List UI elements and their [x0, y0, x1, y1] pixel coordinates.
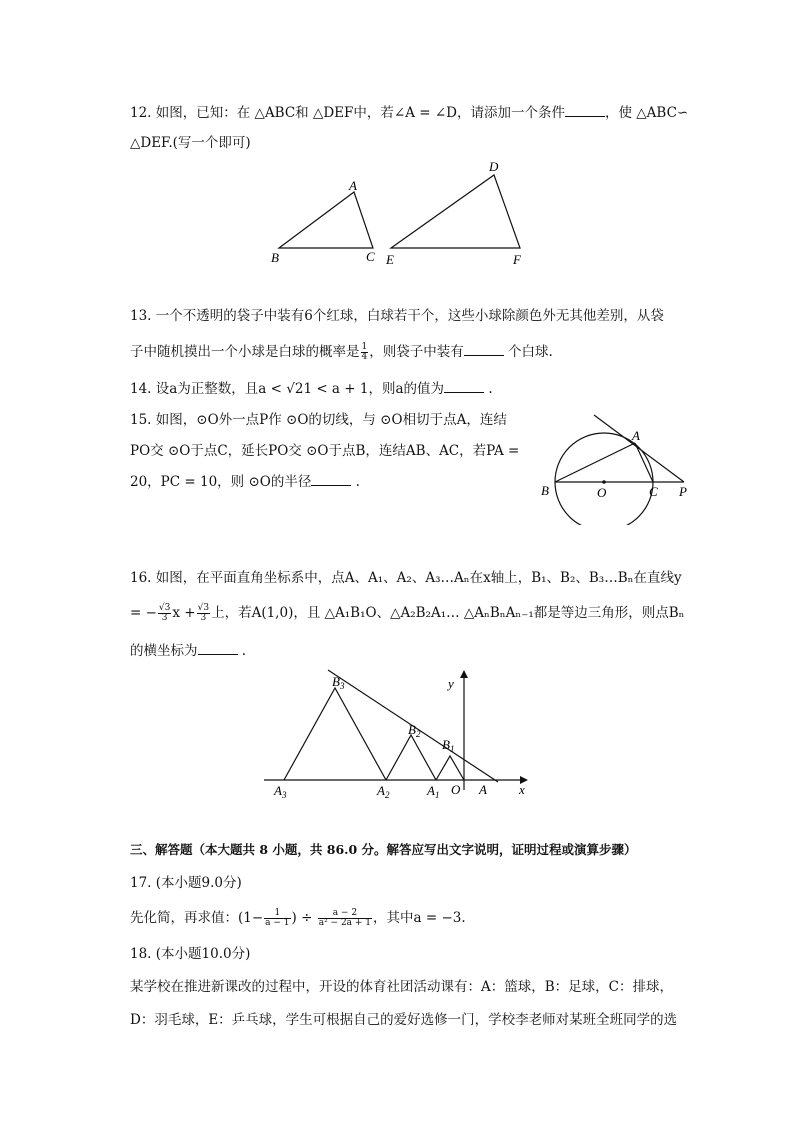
q18-line1: 某学校在推进新课改的过程中，开设的体育社团活动课有：A：篮球，B：足球，C：排球， [130, 979, 673, 995]
q13-answer-blank[interactable] [464, 343, 504, 356]
q13-fraction [361, 343, 369, 362]
q12-line2: △DEF.(写一个即可) [130, 135, 251, 151]
q17-f1-num: 1 [264, 909, 290, 919]
q15-answer-blank[interactable] [311, 473, 351, 486]
q16-text-b: x + [172, 605, 196, 621]
q14-answer-blank[interactable] [444, 380, 484, 393]
q12-answer-blank[interactable] [565, 104, 605, 117]
q15-text-a: 20，PC = 10，则 ⊙O的半径 [130, 474, 312, 490]
q12-text-tail: ，使 △ABC∽ [605, 105, 689, 121]
y-axis-arrow [460, 670, 468, 678]
q13-frac-num: 1 [361, 342, 368, 352]
label-b2: $B_2$ [408, 722, 421, 739]
q16-line2 [130, 603, 685, 623]
q16-f1-num: √3 [158, 603, 171, 613]
label-f: F [513, 252, 521, 267]
label-a: A [479, 782, 487, 797]
label-b3: $B_3$ [332, 674, 345, 691]
label-a2: $A_2$ [377, 783, 390, 800]
section-heading: 三、解答题（本大题共 8 小题，共 86.0 分。解答应写出文字说明，证明过程或演算步骤） [130, 842, 637, 857]
q16-text-a: = − [130, 605, 157, 621]
q16-fraction-1 [158, 604, 171, 623]
q17-f2-den: a² − 2a + 1 [318, 918, 372, 928]
segment-ab [555, 443, 635, 482]
label-o: O [597, 485, 607, 500]
label-b: B [271, 250, 279, 265]
q18-line2: D：羽毛球，E：乒乓球，学生可根据自己的爱好选修一门，学校李老师对某班全班同学的选 [130, 1012, 678, 1028]
q15-text-b: . [355, 474, 360, 490]
q14-text-b: . [488, 381, 493, 397]
triangle-def [391, 175, 520, 248]
q13-text-c: 个白球. [508, 344, 553, 360]
q12-text: 12. 如图，已知：在 △ABC和 △DEF中，若∠A = ∠D，请添加一个条件 [130, 105, 565, 121]
q17-fraction-2 [318, 909, 372, 928]
triangle-abc [279, 192, 373, 248]
label-a1: $A_1$ [427, 783, 440, 800]
label-o: O [451, 782, 461, 797]
q15-line2: PO交 ⊙O于点C，延长PO交 ⊙O于点B，连结AB、AC，若PA = [130, 443, 520, 459]
q16-answer-blank[interactable] [198, 642, 238, 655]
label-p: P [679, 484, 687, 499]
q14-line [130, 379, 493, 399]
q16-text-d: 的横坐标为 [130, 643, 198, 659]
q13-frac-den: 4 [361, 352, 368, 362]
q16-text-c: 上，若A(1,0)，且 △A₁B₁O、△A₂B₂A₁… △AₙBₙAₙ₋₁都是等边三角形，则点Bₙ [211, 605, 685, 621]
q17-body [130, 908, 466, 928]
q16-line3 [130, 641, 246, 661]
q17-f1-den: a − 1 [265, 918, 290, 928]
label-c: C [366, 249, 375, 264]
q18-title: 18. (本小题10.0分) [130, 946, 251, 962]
triangle-a3b3a2 [284, 688, 386, 780]
q12-line1 [130, 103, 688, 123]
center-dot [602, 480, 606, 484]
q15-line1: 15. 如图，⊙O外一点P作 ⊙O的切线，与 ⊙O相切于点A，连结 [130, 412, 507, 428]
q16-fraction-2 [197, 604, 210, 623]
q16-text-e: . [241, 643, 247, 659]
q12-triangles-figure [265, 160, 535, 272]
triangle-a1b1o [436, 756, 464, 780]
label-y: y [448, 676, 454, 691]
tangent-line [594, 415, 684, 482]
q15-line3 [130, 472, 360, 492]
label-d: D [489, 160, 499, 174]
q13-line1: 13. 一个不透明的袋子中装有6个红球，白球若干个，这些小球除颜色外无其他差别，从袋 [130, 308, 664, 324]
q16-f2-num: √3 [197, 603, 210, 613]
q17-fraction-1 [264, 909, 290, 928]
label-x: x [519, 782, 525, 797]
q15-circle-figure [536, 410, 696, 525]
label-e: E [386, 252, 394, 267]
q17-text-b: ) ÷ [291, 910, 313, 926]
q16-f1-den: 3 [161, 613, 168, 623]
q17-f2-num: a − 2 [318, 909, 372, 919]
q13-text-b: ，则袋子中装有 [369, 344, 464, 360]
label-a3: $A_3$ [274, 783, 287, 800]
q17-text-c: ，其中a = −3. [373, 910, 466, 926]
q17-title: 17. (本小题9.0分) [130, 875, 242, 891]
segment-ac [635, 443, 653, 482]
circle-o [555, 433, 653, 525]
q16-coordinate-figure [258, 664, 538, 804]
q16-f2-den: 3 [200, 613, 207, 623]
q17-text-a: 先化简，再求值：(1− [130, 910, 264, 926]
q16-line1: 16. 如图，在平面直角坐标系中，点A、A₁、A₂、A₃…Aₙ在x轴上，B₁、B₂、B₃…Bₙ在直线y [130, 570, 682, 586]
label-b1: $B_1$ [442, 737, 455, 754]
label-b: B [541, 483, 549, 498]
label-c: C [649, 484, 658, 499]
label-a: A [632, 428, 640, 443]
q13-line2 [130, 342, 553, 362]
q14-text-a: 14. 设a为正整数，且a < √21 < a + 1，则a的值为 [130, 381, 445, 397]
triangle-a2b2a1 [386, 735, 436, 780]
q13-text-a: 子中随机摸出一个小球是白球的概率是 [130, 344, 360, 360]
label-a: A [349, 178, 357, 193]
